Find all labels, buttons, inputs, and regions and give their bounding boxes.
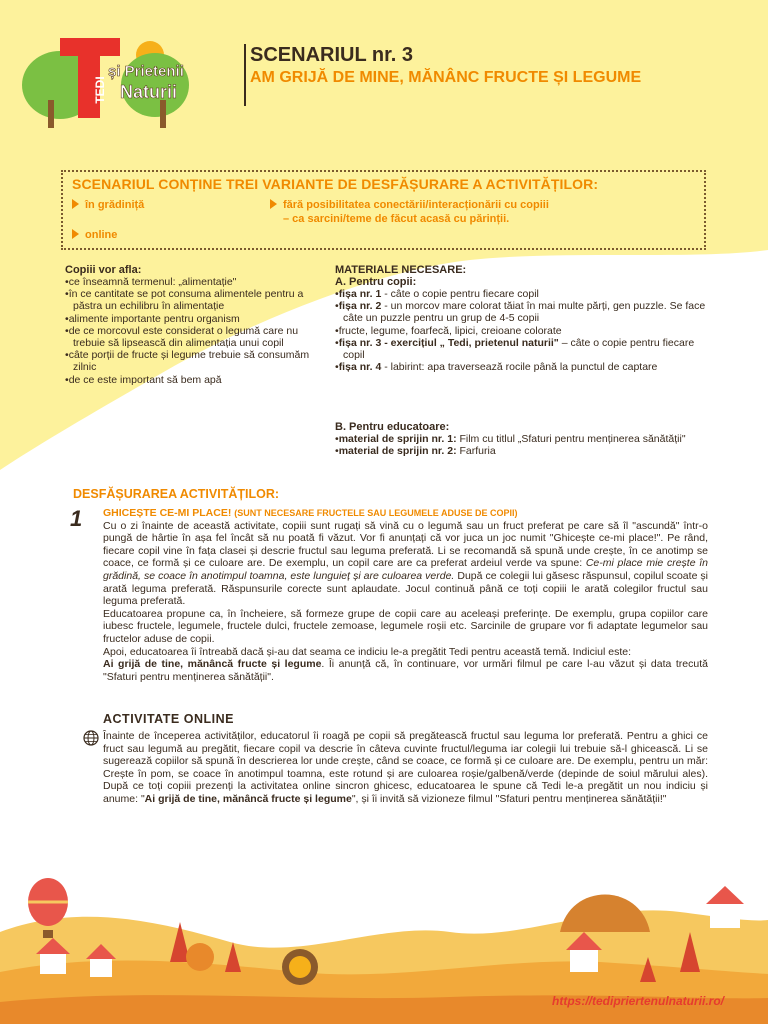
materials-kids-title: A. Pentru copii: [335, 276, 417, 288]
learn-item: • de ce morcovul este considerat o legumă care nu trebuie să lipsească din alimentația unui copil [65, 325, 315, 349]
material-item: • fișa nr. 2 - un morcov mare colorat tăiat în mai multe părți, gen puzzle. Se face câte un puzzle pentru un grup de 4-5 copii [335, 300, 715, 324]
page-subtitle: AM GRIJĂ DE MINE, MĂNÂNC FRUCTE ȘI LEGUME [250, 69, 642, 86]
tedi-logo [20, 30, 195, 130]
globe-icon [83, 730, 99, 746]
activity-paragraph-3: Apoi, educatoarea îi întreabă dacă și-au dat seama ce indiciu le-a pregătit Tedi pentru această temă. Indiciul este: [103, 645, 632, 658]
learn-item: • alimente importante pentru organism [65, 313, 315, 325]
online-title: ACTIVITATE ONLINE [103, 712, 234, 726]
activities-title: DESFĂȘURAREA ACTIVITĂȚILOR: [73, 487, 280, 501]
activity-paragraph-2: Educatoarea propune ca, în încheiere, să formeze grupe de copii care au aceleași preferințe. De exemplu, grupa copiilor care iubesc fructele, legumele, fructele dulci, fructele zemoase, legumele roșii etc. Sarcinile de grupare vor fi adaptate legumelor sau fructelor aduse de copii. [103, 607, 708, 645]
arrow-icon [270, 199, 277, 209]
title-divider [244, 44, 246, 106]
activity-number: 1 [70, 506, 83, 531]
materials-kids-list [335, 288, 715, 373]
variant-kindergarten: în grădiniță [72, 198, 144, 212]
variant-homework: fără posibilitatea conectării/interacționării cu copiii – ca sarcini/teme de făcut acasă cu părinții. [270, 198, 549, 226]
activity-paragraph-4: Ai grijă de tine, mănâncă fructe și legume. Îi anunță că, în continuare, vor urmări filmul pe care l-au văzut și data trecută "Sfaturi pentru menținerea sănătății". [103, 658, 708, 683]
page-title: SCENARIUL nr. 3 [250, 44, 413, 66]
learn-title: Copiii vor afla: [65, 264, 142, 276]
material-item: • fișa nr. 1 - câte o copie pentru fiecare copil [335, 288, 715, 300]
material-item: • material de sprijin nr. 1: Film cu titlul „Sfaturi pentru menținerea sănătății" [335, 433, 715, 445]
arrow-icon [72, 229, 79, 239]
learn-item: • de ce este important să bem apă [65, 374, 315, 386]
materials-edu-title: B. Pentru educatoare: [335, 421, 450, 433]
website-link[interactable]: https://tedipriertenulnaturii.ro/ [552, 994, 725, 1008]
material-item: • fișa nr. 3 - exercițiul „ Tedi, prietenul naturii" – câte o copie pentru fiecare copil [335, 337, 715, 361]
learn-item: • ce înseamnă termenul: „alimentație" [65, 276, 315, 288]
materials-section [335, 264, 715, 373]
materials-edu-list [335, 433, 715, 457]
online-paragraph: Înainte de începerea activităților, educatorul îi roagă pe copii să pregătească fructul sau leguma lor preferată. Pentru a ghici ce fruct sau legumă au pregătit, fiecare copil va descrie în câteva cuvinte fructul/leguma iar colegii lui trebuie să-l ghicească. Li se sugerează copiilor să spună în descrierea lor unde crește, când se coace, ce formă și ce culoare are. De exemplu, pentru un măr: Crește în pom, se coace în anotimpul toamna, este rotund și are culoarea roșie/galbenă/verde (depinde de soiul mărului ales). După ce toți copiii prezenți la activitatea online sincron ghicesc, educatoarea le spune că Tedi le-a pregătit un nou indiciu și anume: "Ai grijă de tine, mănâncă fructe și legume", și îi invită să vizioneze filmul "Sfaturi pentru menținerea sănătății!" [103, 730, 708, 805]
learn-item: • în ce cantitate se pot consuma alimentele pentru a păstra un echilibru în alimentație [65, 288, 315, 312]
learn-list [65, 276, 315, 386]
material-item: • fișa nr. 4 - labirint: apa traversează rocile până la punctul de captare [335, 361, 715, 373]
materials-educator-section [335, 421, 715, 457]
logo-line1: și Prietenii [108, 63, 184, 80]
materials-title: MATERIALE NECESARE: [335, 264, 467, 276]
activity-body [103, 507, 708, 683]
activity-paragraph-1: Cu o zi înainte de această activitate, copiii sunt rugați să vină cu o legumă sau un fruct preferat pe care să îl "ascundă" într-o pungă de hârtie în așa fel încât să nu poată fi văzut. Vor fi anunțați că vor juca un joc numit "Ghicește ce-mi place!". Pe rând, fiecare copil vine în fața clasei și descrie fructul sau leguma preferată. Li se recomandă să spună unde crește, în ce anotimp se coace, ce formă și ce culoare are. De exemplu, un copil care are ca preferat ardeiul verde va spune: Ce-mi place mie crește în grădină, se coace în anotimpul toamna, este lunguieț și are culoarea verde. După ce colegii lui găsesc răspunsul, copilul scoate și arată leguma preferată. Răspunsurile corecte sunt aplaudate. Jocul continuă până ce toți copiii le arată colegilor fructul sau leguma preferată. [103, 519, 709, 608]
arrow-icon [72, 199, 79, 209]
learn-section [65, 264, 315, 386]
game-title: GHICEȘTE CE-MI PLACE! (SUNT NECESARE FRUCTELE SAU LEGUMELE ADUSE DE COPII) [103, 507, 518, 519]
variants-title: SCENARIUL CONȚINE TREI VARIANTE DE DESFĂȘURARE A ACTIVITĂȚILOR: [72, 176, 599, 192]
material-item: • fructe, legume, foarfecă, lipici, creioane colorate [335, 325, 715, 337]
logo-line2: Naturii [120, 82, 178, 102]
learn-item: • câte porții de fructe și legume trebuie să consumăm zilnic [65, 349, 315, 373]
material-item: • material de sprijin nr. 2: Farfuria [335, 445, 715, 457]
svg-text:TEDI: TEDI [93, 76, 107, 104]
variant-online: online [72, 228, 117, 242]
